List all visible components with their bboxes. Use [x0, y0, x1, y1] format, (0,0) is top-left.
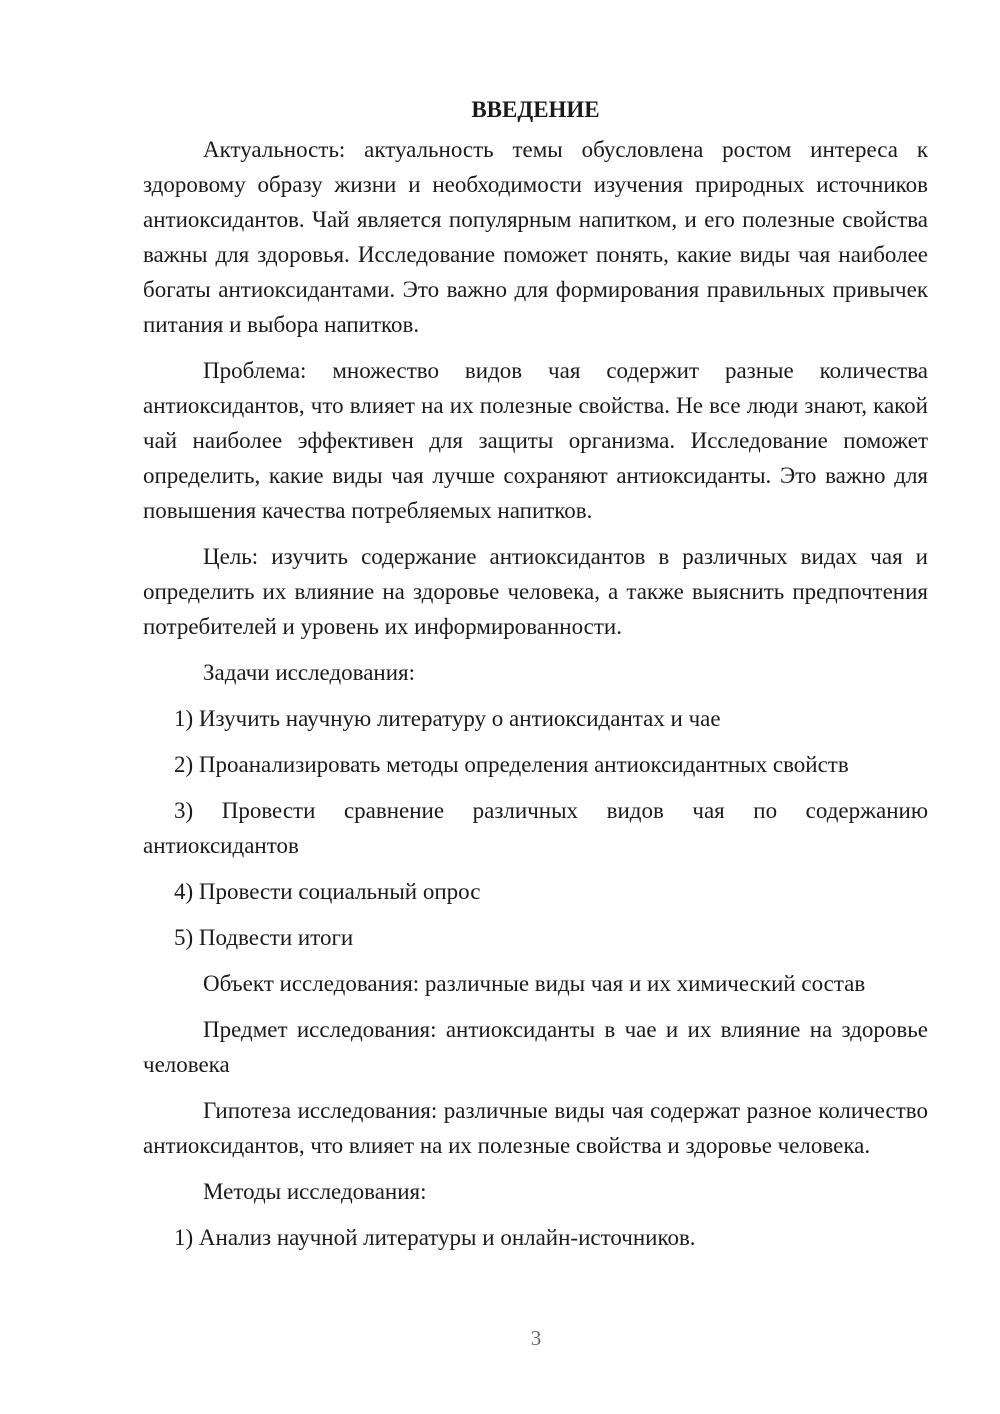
task-item: 1) Изучить научную литературу о антиоксидантах и чае [174, 706, 721, 731]
task-item: 3) Провести сравнение различных видов чая по содержанию антиоксидантов [143, 798, 928, 858]
page-content [143, 92, 928, 1266]
object-paragraph: Объект исследования: различные виды чая и их химический состав [203, 971, 866, 996]
task-item: 4) Провести социальный опрос [174, 879, 481, 904]
methods-label: Методы исследования: [203, 1179, 427, 1204]
problem-paragraph: Проблема: множество видов чая содержит разные количества антиоксидантов, что влияет на их полезные свойства. Не все люди знают, какой чай наиболее эффективен для защиты организма. Исследование поможет определить, какие виды чая лучше сохраняют антиоксиданты. Это важно для повышения качества потребляемых напитков. [143, 358, 928, 523]
task-item: 2) Проанализировать методы определения антиоксидантных свойств [174, 752, 849, 777]
task-item: 5) Подвести итоги [174, 925, 354, 950]
hypothesis-paragraph: Гипотеза исследования: различные виды чая содержат разное количество антиоксидантов, что влияет на их полезные свойства и здоровье человека. [143, 1098, 928, 1158]
method-item: 1) Анализ научной литературы и онлайн-источников. [174, 1225, 696, 1250]
goal-paragraph: Цель: изучить содержание антиоксидантов в различных видах чая и определить их влияние на здоровье человека, а также выяснить предпочтения потребителей и уровень их информированности. [143, 544, 928, 639]
page-number: 3 [530, 1326, 542, 1350]
subject-paragraph: Предмет исследования: антиоксиданты в чае и их влияние на здоровье человека [143, 1017, 928, 1077]
relevance-paragraph: Актуальность: актуальность темы обусловлена ростом интереса к здоровому образу жизни и необходимости изучения природных источников антиоксидантов. Чай является популярным напитком, и его полезные свойства важны для здоровья. Исследование поможет понять, какие виды чая наиболее богаты антиоксидантами. Это важно для формирования правильных привычек питания и выбора напитков. [143, 137, 928, 337]
tasks-label: Задачи исследования: [203, 660, 416, 685]
page-title: ВВЕДЕНИЕ [471, 97, 600, 122]
